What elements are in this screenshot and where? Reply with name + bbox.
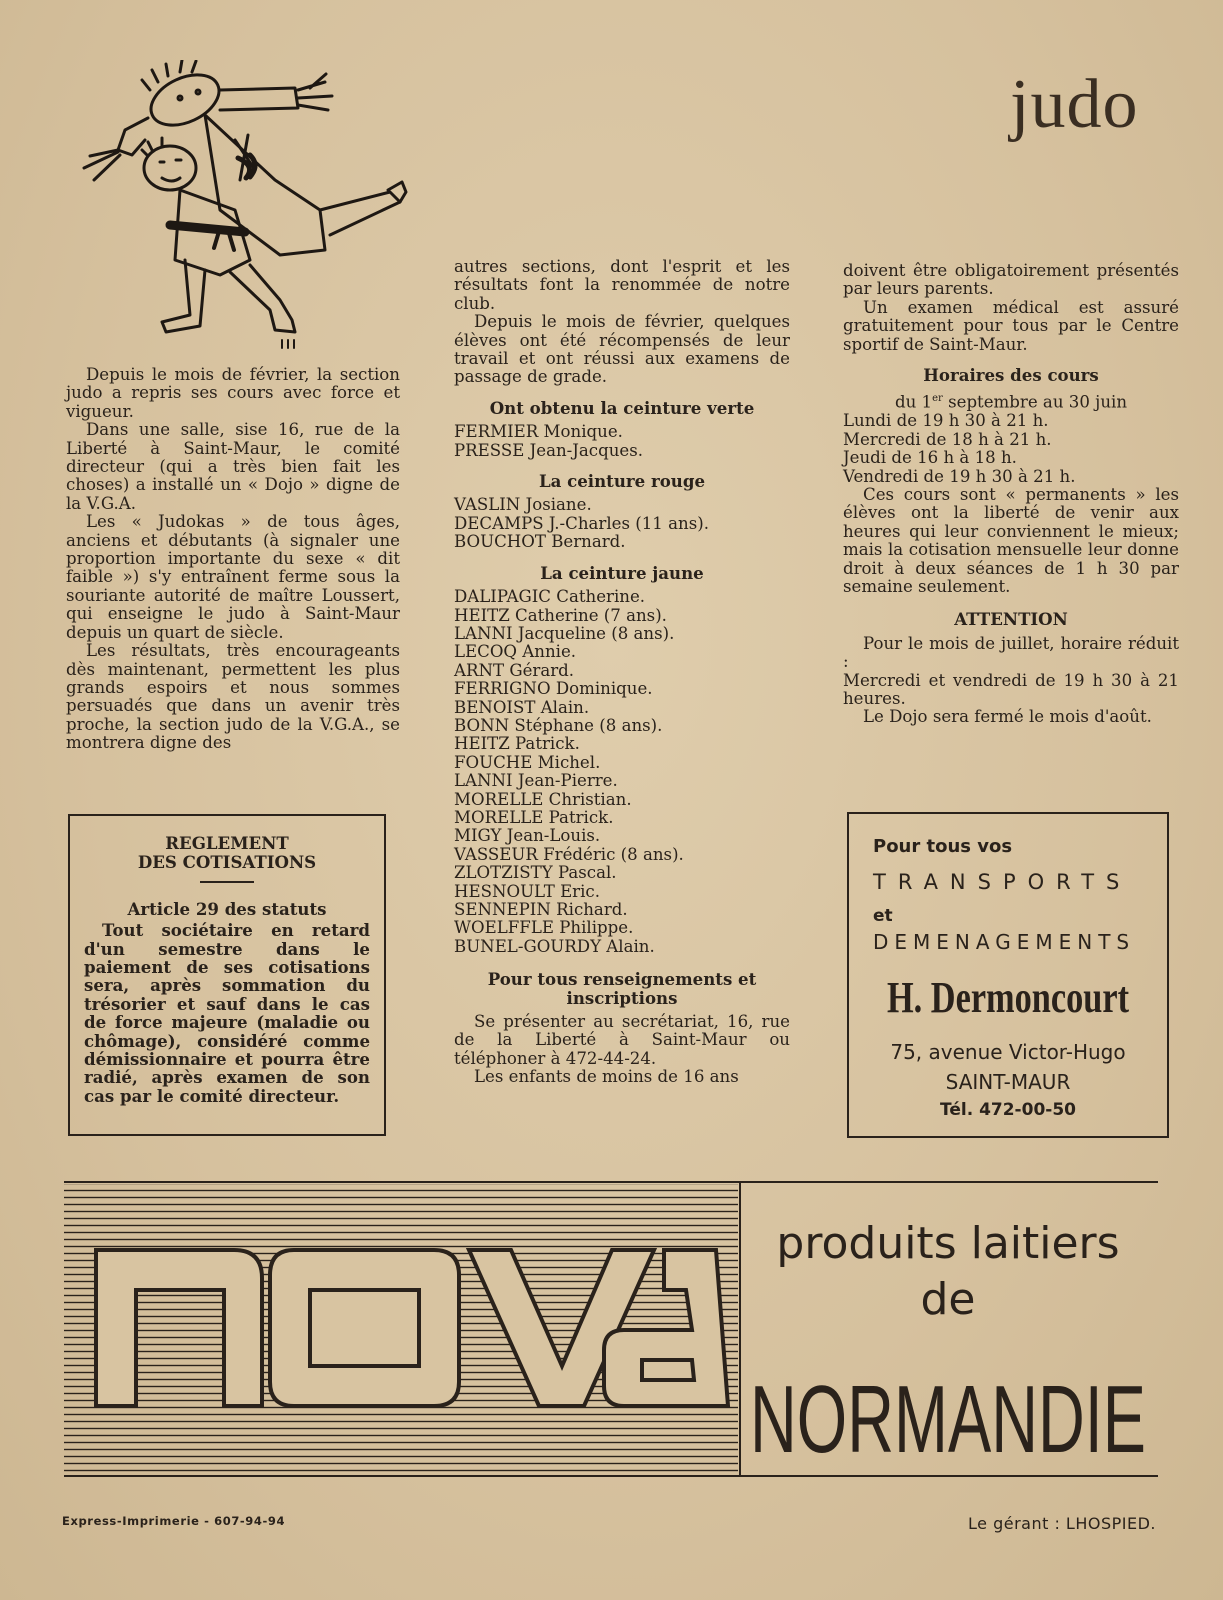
list-item: MORELLE Patrick. (454, 807, 614, 827)
list-item: ARNT Gérard. (454, 660, 575, 680)
nova-line3: NORMANDIE (750, 1366, 1146, 1473)
continuation-text: doivent être obligatoirement présentés par leurs parents. (843, 261, 1179, 299)
intro-paragraph: Dans une salle, sise 16, rue de la Liberté à Saint-Maur, le comité directeur (qui a très bien fait les choses) a installé un « Dojo » digne de la V.G.A. (66, 420, 400, 513)
info-heading: Pour tous renseignements et inscriptions (487, 969, 757, 1008)
list-item: LANNI Jean-Pierre. (454, 771, 618, 791)
schedule-item: Jeudi de 16 h à 18 h. (843, 448, 1017, 468)
schedule-column (843, 262, 1179, 727)
yellow-belt-heading: La ceinture jaune (540, 562, 704, 583)
list-item: FERMIER Monique. (454, 422, 623, 442)
list-item: LANNI Jacqueline (8 ans). (454, 623, 675, 643)
reglement-title-line: REGLEMENT (165, 833, 289, 853)
schedule-period (843, 390, 1179, 412)
nova-ad (64, 1180, 1160, 1478)
attention-heading: ATTENTION (954, 609, 1068, 630)
list-item: SENNEPIN Richard. (454, 900, 628, 919)
list-item: VASSEUR Frédéric (8 ans). (454, 844, 684, 864)
list-item: DALIPAGIC Catherine. (454, 587, 646, 607)
red-belt-list (454, 496, 790, 551)
transport-ad (847, 812, 1169, 1138)
list-item: BONN Stéphane (8 ans). (454, 715, 663, 735)
schedule-list (843, 412, 1179, 486)
list-item: FOUCHE Michel. (454, 752, 601, 772)
list-item: HEITZ Patrick. (454, 734, 580, 754)
reglement-text: Tout sociétaire en retard d'un semestre dans le paiement de ses cotisations sera, après sommation du trésorier et sauf dans le cas de force majeure (maladie ou chômage), considéré comme démissionnaire et pourra être radié, après examen de son cas par le comité directeur. (84, 920, 370, 1106)
ad-line: DEMENAGEMENTS (873, 930, 1136, 954)
july-times: Mercredi et vendredi de 19 h 30 à 21 heures. (843, 670, 1179, 709)
reglement-title (84, 834, 370, 871)
list-item: WOELFFLE Philippe. (454, 918, 634, 938)
list-item: LECOQ Annie. (454, 642, 577, 662)
reglement-box (68, 814, 386, 1136)
reglement-article: Article 29 des statuts (127, 899, 327, 920)
august-text: Le Dojo sera fermé le mois d'août. (863, 707, 1152, 727)
green-belt-heading: Ont obtenu la ceinture verte (489, 397, 755, 418)
results-column (454, 258, 790, 1087)
awards-intro: Depuis le mois de février, quelques élèves ont été récompensés de leur travail et ont réussi aux examens de passage de grade. (454, 312, 790, 387)
list-item: MIGY Jean-Louis. (454, 826, 601, 846)
intro-column (66, 366, 400, 753)
list-item: HESNOULT Eric. (454, 881, 600, 901)
divider (200, 881, 254, 883)
list-item: PRESSE Jean-Jacques. (454, 440, 644, 460)
list-item: BENOIST Alain. (454, 697, 590, 717)
ad-phone: Tél. 472-00-50 (940, 1100, 1076, 1120)
list-item: MORELLE Christian. (454, 789, 632, 809)
judo-cartoon-illustration (70, 60, 410, 350)
ad-city: SAINT-MAUR (945, 1070, 1071, 1094)
red-belt-heading: La ceinture rouge (538, 471, 706, 492)
list-item: BOUCHOT Bernard. (454, 532, 626, 552)
schedule-period-end: septembre au 30 juin (942, 392, 1128, 412)
green-belt-list (454, 423, 790, 460)
list-item: VASLIN Josiane. (454, 495, 592, 515)
ad-line: TRANSPORTS (873, 870, 1132, 894)
yellow-belt-list (454, 588, 790, 956)
intro-paragraph: Les résultats, très encourageants dès maintenant, permettent les plus grands espoirs et nous sommes persuadés que dans un avenir très proche, la section judo de la V.G.A., se montrera digne des (66, 641, 400, 753)
list-item: DECAMPS J.-Charles (11 ans). (454, 513, 709, 533)
list-item: BUNEL-GOURDY Alain. (454, 936, 655, 956)
schedule-note: Ces cours sont « permanents » les élèves ont la liberté de venir aux heures qui leur conviennent le mieux; mais la cotisation mensuelle leur donne droit à deux séances de 1 h 30 par semaine seulement. (843, 485, 1179, 597)
nova-line2: de (920, 1274, 976, 1325)
medical-text: Un examen médical est assuré gratuitement pour tous par le Centre sportif de Saint-Maur. (843, 297, 1179, 354)
schedule-item: Mercredi de 18 h à 21 h. (843, 429, 1052, 449)
continuation-text: autres sections, dont l'esprit et les résultats font la renommée de notre club. (454, 257, 790, 313)
schedule-item: Vendredi de 19 h 30 à 21 h. (843, 466, 1076, 486)
july-text: Pour le mois de juillet, horaire réduit : (843, 633, 1179, 672)
printer-credit: Express-Imprimerie - 607-94-94 (62, 1514, 286, 1528)
intro-paragraph: Depuis le mois de février, la section judo a repris ses cours avec force et vigueur. (66, 365, 400, 421)
schedule-item: Lundi de 19 h 30 à 21 h. (843, 411, 1049, 431)
info-text: Se présenter au secrétariat, 16, rue de la Liberté à Saint-Maur ou téléphoner à 472-44-24. (454, 1012, 790, 1068)
list-item: FERRIGNO Dominique. (454, 679, 653, 699)
nova-line1: produits laitiers (776, 1218, 1120, 1269)
ad-address: 75, avenue Victor-Hugo (890, 1040, 1126, 1064)
list-item: ZLOTZISTY Pascal. (454, 863, 617, 883)
children-text: Les enfants de moins de 16 ans (474, 1067, 739, 1087)
list-item: HEITZ Catherine (7 ans). (454, 605, 667, 625)
page-title: judo (1010, 66, 1139, 143)
schedule-heading: Horaires des cours (923, 365, 1099, 386)
schedule-period-start: du 1 (894, 392, 933, 412)
ad-line: et (873, 906, 893, 926)
ad-line: Pour tous vos (873, 836, 1013, 857)
intro-paragraph: Les « Judokas » de tous âges, anciens et débutants (à signaler une proportion importante du sexe « dit faible ») s'y entraînent ferme sous la souriante autorité de maître Loussert, qui enseigne le judo à Saint-Maur depuis un quart de siècle. (66, 512, 400, 642)
schedule-period-sup: er (932, 393, 943, 405)
reglement-title-line: DES COTISATIONS (137, 851, 317, 872)
ad-company-name: H. Dermoncourt (886, 973, 1130, 1022)
manager-credit: Le gérant : LHOSPIED. (968, 1514, 1156, 1533)
